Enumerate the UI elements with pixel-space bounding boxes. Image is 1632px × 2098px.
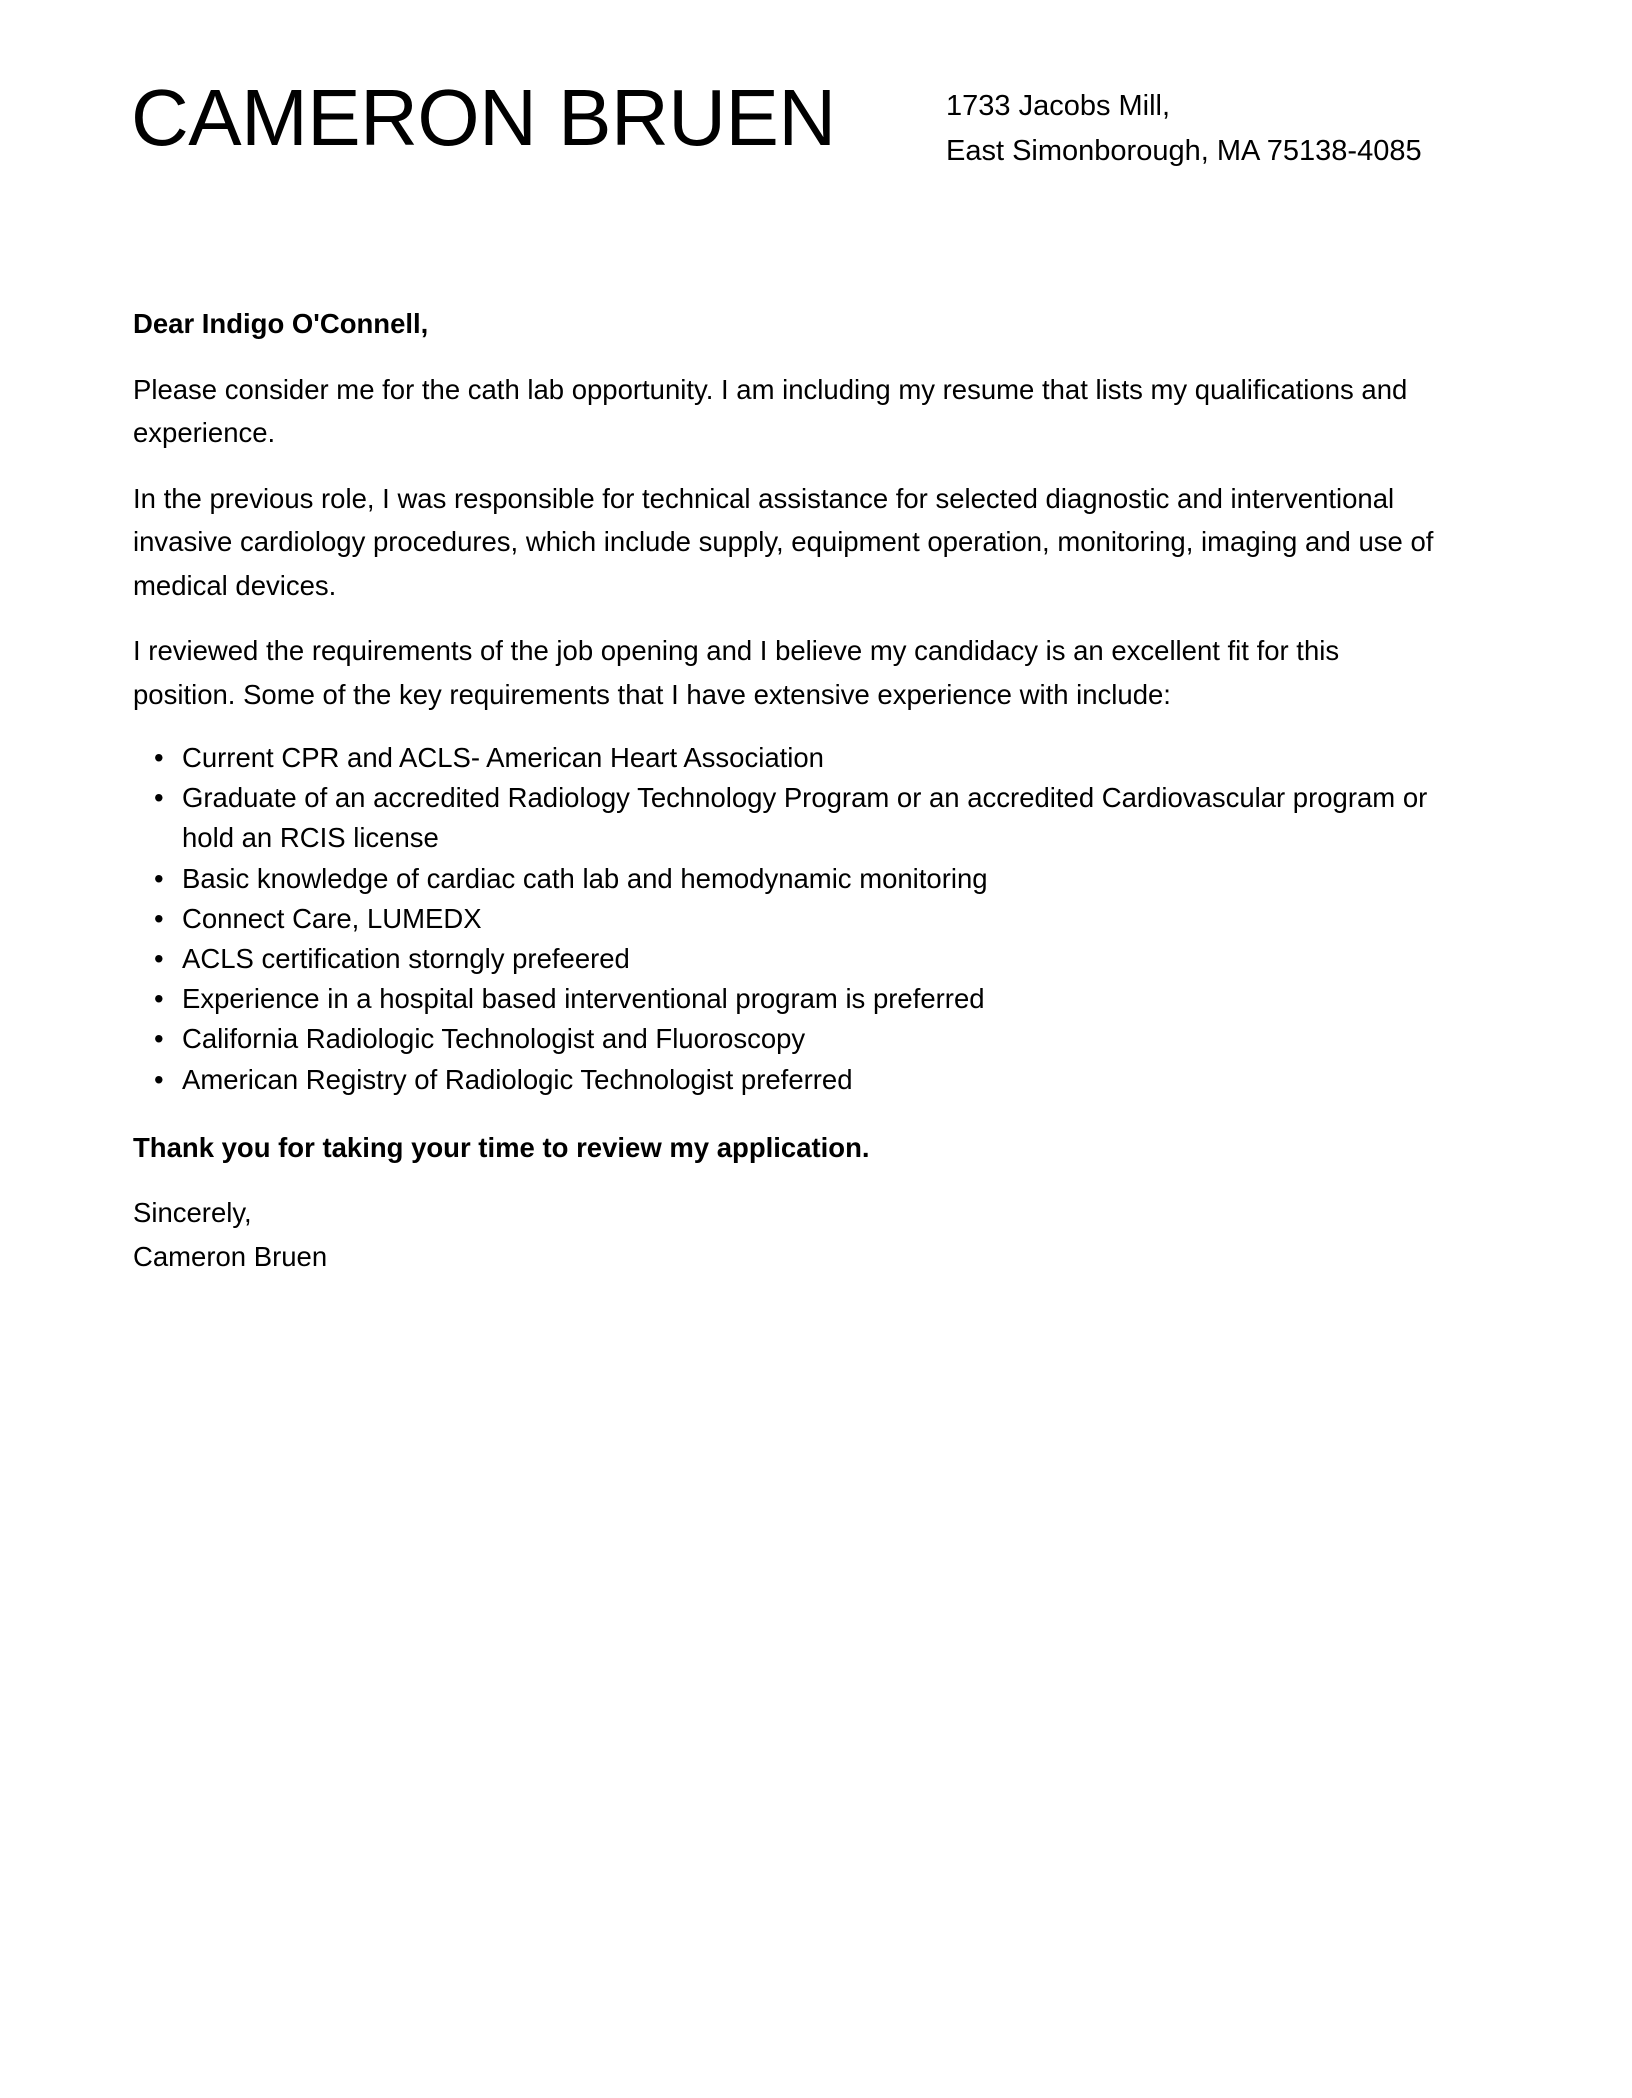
- address-line-2: East Simonborough, MA 75138-4085: [946, 135, 1422, 167]
- list-item: [133, 939, 1448, 979]
- list-item-text: Experience in a hospital based interventional program is preferred: [182, 983, 985, 1015]
- list-item-text: Basic knowledge of cardiac cath lab and hemodynamic monitoring: [182, 862, 988, 894]
- closing-statement: Thank you for taking your time to review my application.: [133, 1131, 870, 1163]
- list-item-text: California Radiologic Technologist and Fluoroscopy: [182, 1023, 806, 1055]
- list-item: [133, 738, 1448, 778]
- list-item: [133, 899, 1448, 939]
- signature-name: Cameron Bruen: [133, 1240, 328, 1272]
- requirements-list: [133, 738, 1448, 1100]
- list-item-text: Graduate of an accredited Radiology Technology Program or an accredited Cardiovascular program or hold an RCIS license: [182, 782, 1428, 854]
- bullet-icon: •: [154, 1063, 164, 1095]
- salutation: Dear Indigo O'Connell,: [133, 308, 429, 339]
- paragraph-requirements-intro: I reviewed the requirements of the job opening and I believe my candidacy is an excellent fit for this position. Some of the key requirements that I have extensive experience with include:: [133, 635, 1340, 710]
- list-item-text: Connect Care, LUMEDX: [182, 902, 482, 934]
- list-item: [133, 1019, 1448, 1059]
- bullet-icon: •: [154, 1023, 164, 1055]
- bullet-icon: •: [154, 983, 164, 1015]
- address-line-1: 1733 Jacobs Mill,: [946, 90, 1171, 122]
- signoff: [133, 1191, 1448, 1278]
- signoff-text: Sincerely,: [133, 1197, 252, 1229]
- list-item: [133, 778, 1448, 858]
- applicant-name-heading: CAMERON BRUEN: [131, 73, 836, 162]
- list-item-text: ACLS certification storngly prefeered: [182, 943, 630, 975]
- list-item-text: Current CPR and ACLS- American Heart Association: [182, 742, 824, 773]
- letter-body: [133, 302, 1448, 1278]
- applicant-address: [946, 84, 1422, 174]
- bullet-icon: •: [154, 742, 164, 773]
- bullet-icon: •: [154, 902, 164, 934]
- bullet-icon: •: [154, 782, 164, 814]
- bullet-icon: •: [154, 862, 164, 894]
- list-item-text: American Registry of Radiologic Technologist preferred: [182, 1063, 853, 1095]
- paragraph-previous-role: In the previous role, I was responsible for technical assistance for selected diagnostic and interventional invasive cardiology procedures, which include supply, equipment operation, monitoring, imaging and use of medical devices.: [133, 482, 1434, 601]
- list-item: [133, 1060, 1448, 1100]
- list-item: [133, 859, 1448, 899]
- bullet-icon: •: [154, 943, 164, 975]
- list-item: [133, 979, 1448, 1019]
- paragraph-intro: Please consider me for the cath lab opportunity. I am including my resume that lists my qualifications and experience.: [133, 373, 1408, 448]
